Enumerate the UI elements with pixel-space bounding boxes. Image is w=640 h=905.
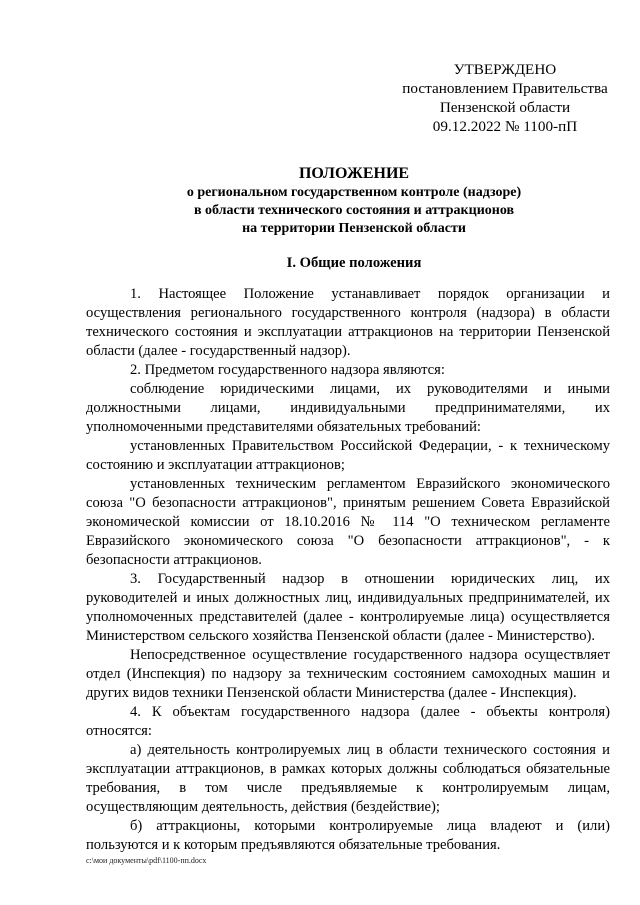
approval-resolution: постановлением Правительства bbox=[402, 80, 608, 97]
file-path-footer: c:\мои документы\pdf\1100-пп.docx bbox=[86, 856, 207, 865]
approval-date-number: 09.12.2022 № 1100-пП bbox=[432, 118, 578, 135]
document-body bbox=[86, 285, 610, 855]
paragraph-7: Непосредственное осуществление государственного надзора осуществляет отдел (Инспекция) по надзору за техническим состоянием самоходных машин и других видов техники Пензенской области Министерства (далее - Инспекция). bbox=[86, 647, 610, 701]
paragraph-2: 2. Предметом государственного надзора являются: bbox=[130, 362, 445, 378]
document-title bbox=[112, 164, 596, 238]
paragraph-1: 1. Настоящее Положение устанавливает порядок организации и осуществления регионального государственного контроля (надзора) в области технического состояния и эксплуатации аттракционов на территории Пензенской области (далее - государственный надзор). bbox=[86, 286, 610, 359]
title-subtitle-line-1: о региональном государственном контроле (надзоре) bbox=[186, 185, 522, 200]
title-main: ПОЛОЖЕНИЕ bbox=[298, 165, 410, 182]
paragraph-3: соблюдение юридическими лицами, их руководителями и иными должностными лицами, индивидуальными предпринимателями, их уполномоченными представителями обязательных требований: bbox=[86, 381, 610, 435]
paragraph-8: 4. К объектам государственного надзора (далее - объекты контроля) относятся: bbox=[86, 704, 610, 739]
paragraph-4: установленных Правительством Российской Федерации, - к техническому состоянию и эксплуатации аттракционов; bbox=[86, 438, 610, 473]
approval-stamp bbox=[380, 60, 630, 136]
paragraph-10: б) аттракционы, которыми контролируемые лица владеют и (или) пользуются и к которым предъявляются обязательные требования. bbox=[86, 818, 610, 853]
title-subtitle-line-3: на территории Пензенской области bbox=[242, 221, 466, 236]
approval-region: Пензенской области bbox=[439, 99, 571, 116]
title-subtitle-line-2: в области технического состояния и аттракционов bbox=[193, 203, 515, 218]
paragraph-5: установленных техническим регламентом Евразийского экономического союза "О безопасности аттракционов", принятым решением Совета Евразийской экономической комиссии от 18.10.2016 № 114 "О техническом регламенте Евразийского экономического союза "О безопасности аттракционов", - к безопасности аттракционов. bbox=[86, 476, 610, 568]
approval-heading: УТВЕРЖДЕНО bbox=[453, 61, 557, 78]
paragraph-6: 3. Государственный надзор в отношении юридических лиц, их руководителей и иных должностных лиц, индивидуальных предпринимателей, их уполномоченных представителей (далее - контролируемые лица) осуществляется Министерством сельского хозяйства Пензенской области (далее - Министерство). bbox=[86, 571, 610, 644]
paragraph-9: а) деятельность контролируемых лиц в области технического состояния и эксплуатации аттракционов, в рамках которых должны соблюдаться обязательные требования, в том числе предъявляемые к контролируемым лицам, осуществляющим деятельность, действия (бездействие); bbox=[86, 742, 610, 815]
section-heading: I. Общие положения bbox=[286, 255, 422, 271]
